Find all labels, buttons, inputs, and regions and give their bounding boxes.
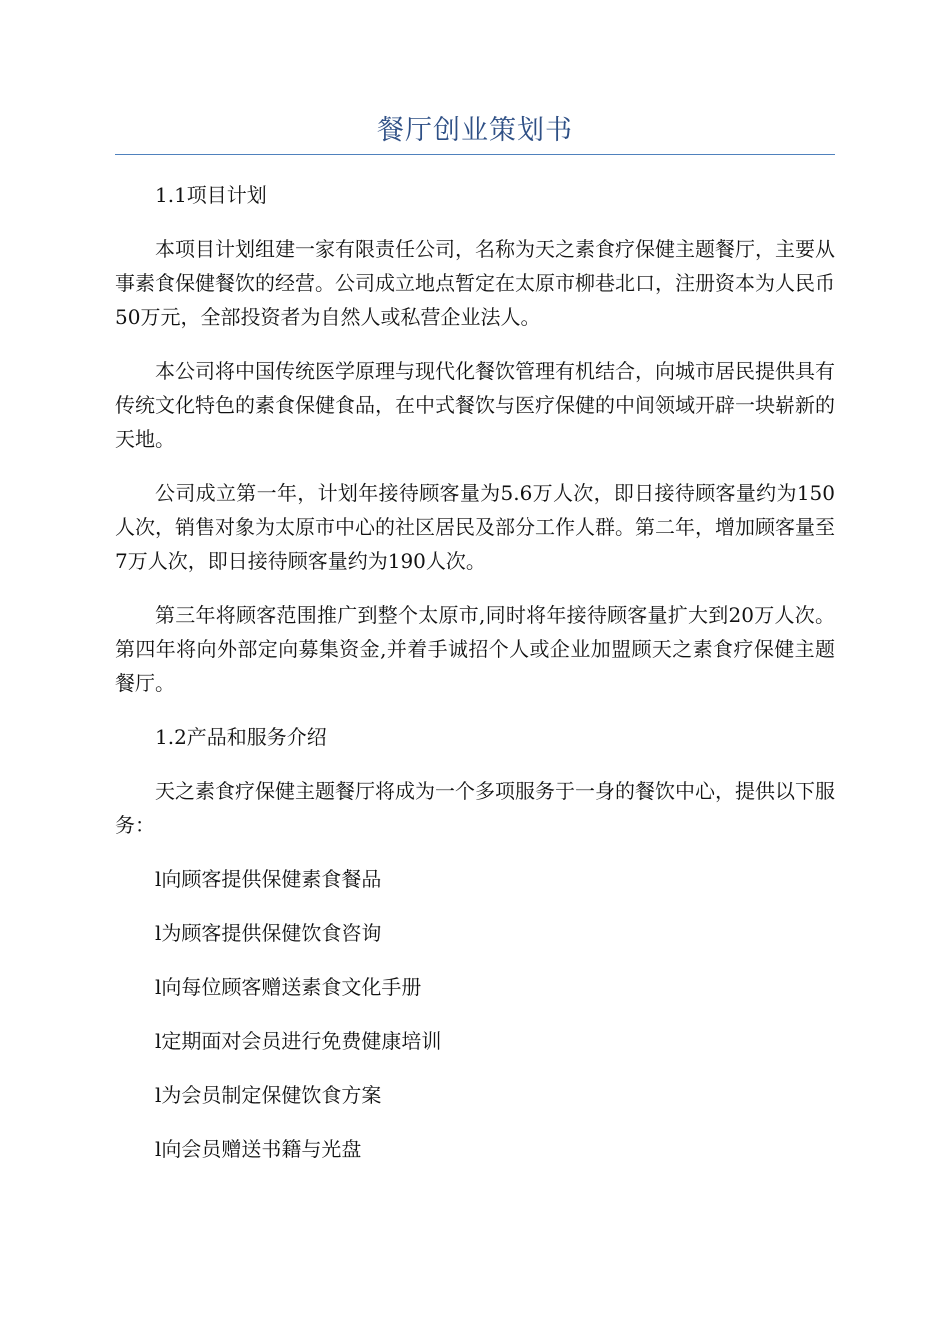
paragraph: 本项目计划组建一家有限责任公司，名称为天之素食疗保健主题餐厅，主要从事素食保健餐饮的经营。公司成立地点暂定在太原市柳巷北口，注册资本为人民币50万元，全部投资者为自然人或私营企业法人。: [115, 237, 835, 329]
services-list: [115, 862, 835, 1166]
list-item: l为顾客提供保健饮食咨询: [155, 921, 382, 945]
document-title: 餐厅创业策划书: [377, 115, 573, 146]
title-underline: [115, 154, 835, 155]
list-item: l为会员制定保健饮食方案: [155, 1083, 382, 1107]
list-item: l向每位顾客赠送素食文化手册: [155, 975, 422, 999]
section-heading-products-services: 1.2产品和服务介绍: [155, 725, 327, 749]
paragraph: 本公司将中国传统医学原理与现代化餐饮管理有机结合，向城市居民提供具有传统文化特色的素食保健食品，在中式餐饮与医疗保健的中间领域开辟一块崭新的天地。: [115, 359, 835, 451]
paragraph: 公司成立第一年，计划年接待顾客量为5.6万人次，即日接待顾客量约为150人次，销售对象为太原市中心的社区居民及部分工作人群。第二年，增加顾客量至7万人次，即日接待顾客量约为190人次。: [115, 481, 835, 573]
paragraph: 天之素食疗保健主题餐厅将成为一个多项服务于一身的餐饮中心，提供以下服务：: [115, 779, 835, 837]
paragraph: 第三年将顾客范围推广到整个太原市,同时将年接待顾客量扩大到20万人次。第四年将向外部定向募集资金,并着手诚招个人或企业加盟顾天之素食疗保健主题餐厅。: [115, 603, 835, 695]
section-heading-project-plan: 1.1项目计划: [155, 183, 267, 207]
list-item: l定期面对会员进行免费健康培训: [155, 1029, 442, 1053]
list-item: l向顾客提供保健素食餐品: [155, 867, 382, 891]
document-body: [115, 178, 835, 1186]
list-item: l向会员赠送书籍与光盘: [155, 1137, 362, 1161]
